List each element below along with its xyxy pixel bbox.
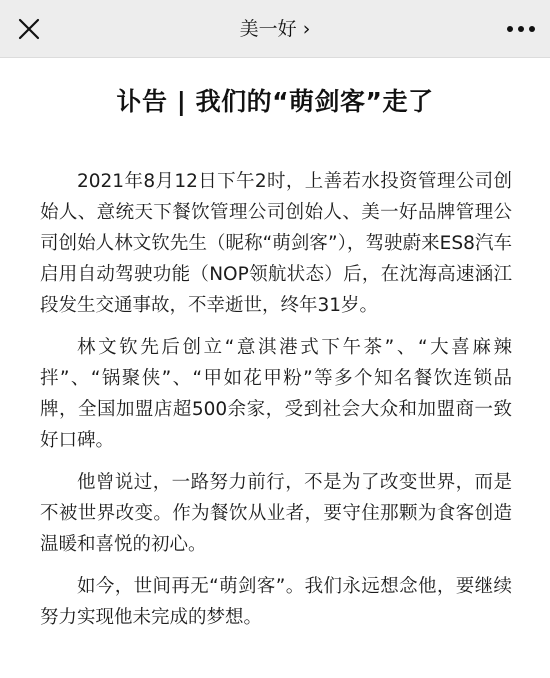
account-title (0, 16, 550, 42)
article-title: 讣告 | 我们的“萌剑客”走了 (116, 87, 434, 116)
article-paragraph-4: 如今，世间再无“萌剑客”。我们永远想念他，要继续努力实现他未完成的梦想。 (40, 576, 512, 628)
top-navigation-bar (0, 0, 550, 58)
article-paragraph-1: 2021年8月12日下午2时，上善若水投资管理公司创始人、意统天下餐饮管理公司创始人、美一好品牌管理公司创始人林文钦先生（昵称“萌剑客”），驾驶蔚来ES8汽车启用自动驾驶功能（NOP领航状态）后，在沈海高速涵江段发生交通事故，不幸逝世，终年31岁。 (40, 171, 512, 316)
article-body (40, 166, 512, 644)
chevron-right-icon: › (302, 18, 311, 40)
close-icon (14, 14, 44, 44)
account-name-link[interactable] (240, 18, 311, 40)
close-button[interactable] (14, 14, 44, 44)
account-name: 美一好 (239, 18, 297, 40)
more-dots-icon (504, 14, 538, 44)
article-paragraph-3: 他曾说过，一路努力前行，不是为了改变世界，而是不被世界改变。作为餐饮从业者，要守住那颗为食客创造温暖和喜悦的初心。 (40, 472, 512, 555)
more-options-button[interactable] (504, 14, 538, 44)
article-paragraph-2: 林文钦先后创立“意淇港式下午茶”、“大喜麻辣拌”、“锅聚侠”、“甲如花甲粉”等多个知名餐饮连锁品牌，全国加盟店超500余家，受到社会大众和加盟商一致好口碑。 (40, 337, 512, 451)
